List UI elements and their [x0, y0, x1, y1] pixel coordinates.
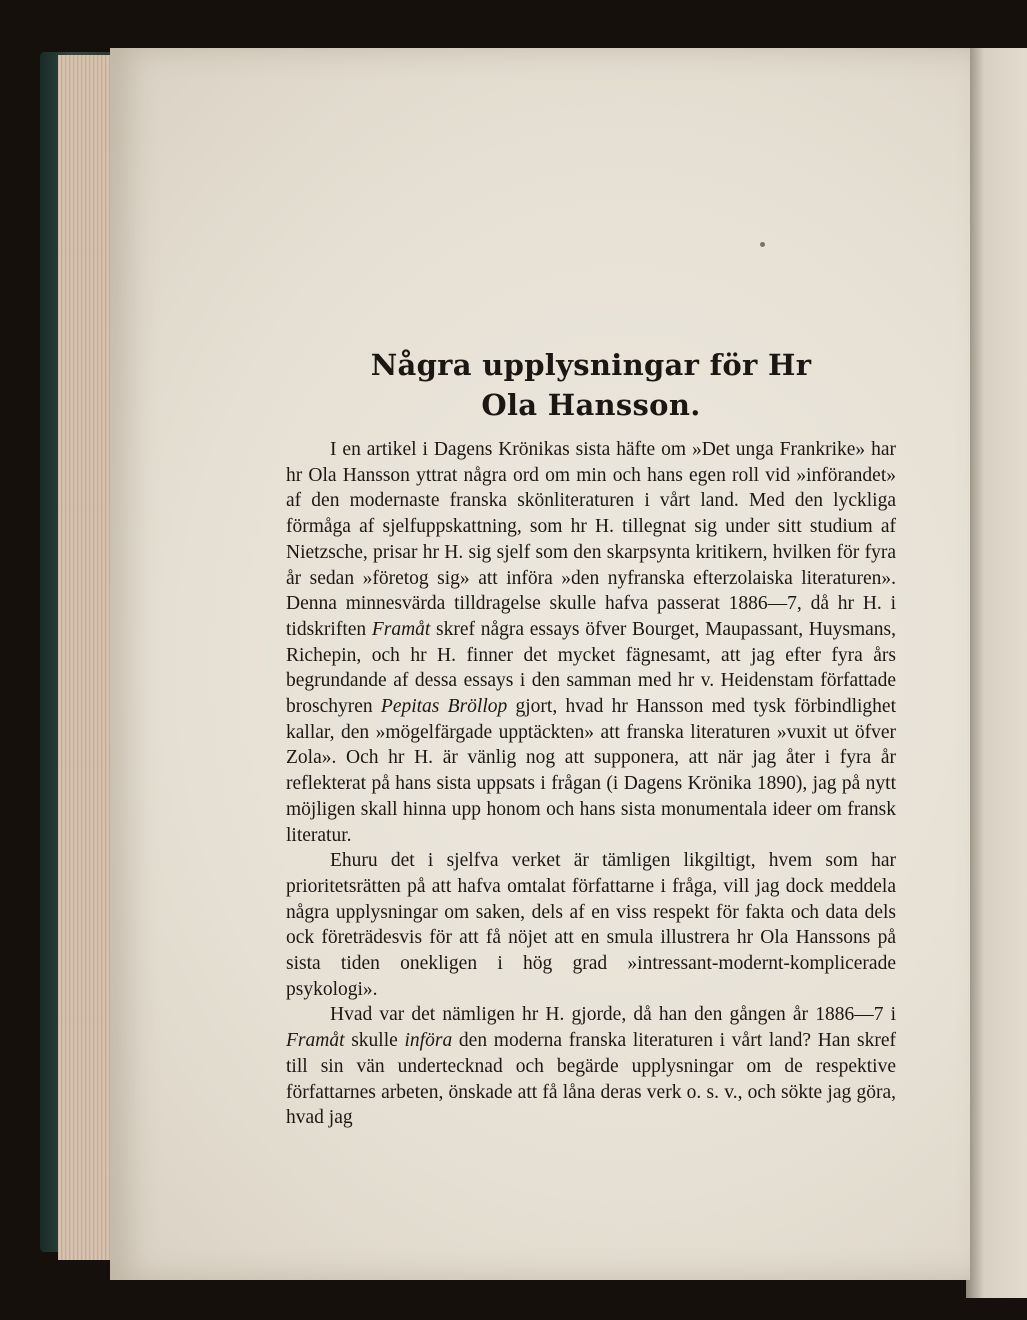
- page-content: [286, 345, 896, 1131]
- paragraph: [286, 1002, 896, 1131]
- facing-page-edge: [966, 48, 1027, 1298]
- text-run: I en artikel i Dagens Krönikas sista häfte om »Det unga Frankrike» har hr Ola Hansson yttrat några ord om min och hans egen roll vid »införandet» af den modernaste franska skönliteraturen i vårt land. Med den lyckliga förmåga af sjelfuppskattning, som hr H. tillegnat sig under sitt studium af Nietzsche, prisar hr H. sig sjelf som den skarpsynta kritikern, hvilken för fyra år sedan »företog sig» att införa »den nyfranska efterzolaiska literaturen». Denna minnesvärda tilldragelse skulle hafva passerat 1886—7, då hr H. i tidskriften: [286, 439, 896, 640]
- paragraph: [286, 437, 896, 848]
- italic-title: Pepitas Bröllop: [380, 696, 508, 718]
- text-run: Ehuru det i sjelfva verket är tämligen likgiltigt, hvem som har prioritetsrätten på att hafva omtalat författarne i fråga, vill jag dock meddela några upplysningar om saken, dels af en viss respekt för fakta och data dels ock företrädesvis för att få nöjet att en smula illustrera hr Ola Hanssons på sista tiden onekligen i hög grad »intressant-modernt-komplicerade psykologi».: [286, 850, 896, 1000]
- text-run: Hvad var det nämligen hr H. gjorde, då han den gången år 1886—7 i: [330, 1004, 896, 1026]
- article-body: [286, 437, 896, 1131]
- title-line-1: Några upplysningar för Hr: [370, 348, 812, 382]
- italic-title: Framåt: [286, 1030, 345, 1052]
- italic-title: införa: [404, 1030, 453, 1052]
- article-title: [286, 345, 896, 425]
- text-run: gjort, hvad hr Hansson med tysk förbindlighet kallar, den »mögelfärgade upptäckten» att franska literaturen »vuxit ut öfver Zola». Och hr H. är vänlig nog att supponera, att när jag åter i fyra år reflekterat på hans sista uppsats i frågan (i Dagens Krönika 1890), jag på nytt möjligen skall hinna upp honom och hans sista monumentala ideer om fransk literatur.: [286, 696, 896, 846]
- italic-title: Framåt: [371, 618, 431, 640]
- title-line-2: Ola Hansson.: [481, 388, 701, 422]
- text-run: skulle: [344, 1030, 405, 1052]
- text-run: den moderna franska literaturen i vårt land? Han skref till sin vän undertecknad och begärde upplysningar om de respektive författarnes arbeten, önskade att få låna deras verk o. s. v., och sökte jag göra, hvad jag: [286, 1030, 896, 1129]
- paragraph: [286, 848, 896, 1002]
- ink-spot: [760, 242, 765, 247]
- text-run: skref några essays öfver Bourget, Maupassant, Huysmans, Richepin, och hr H. finner det mycket fägnesamt, att jag efter fyra års begrundande af dessa essays i den samman med hr v. Heidenstam författade broschyren: [286, 618, 896, 718]
